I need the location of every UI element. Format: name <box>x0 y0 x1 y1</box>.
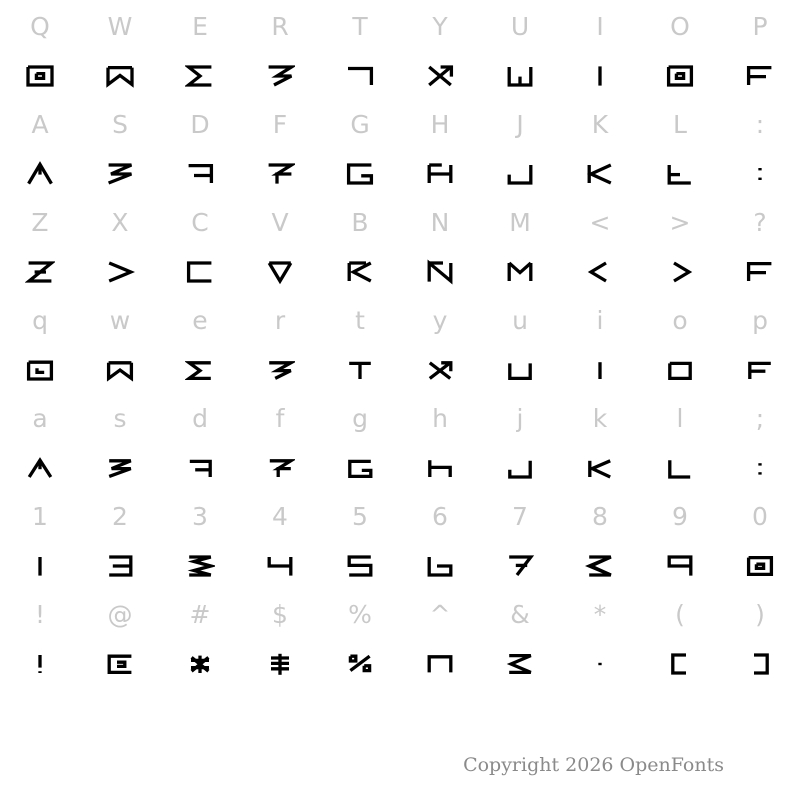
key-label: % <box>348 600 372 629</box>
glyph-5 <box>320 541 400 590</box>
glyph-g <box>320 443 400 492</box>
glyph-q <box>0 345 80 394</box>
key-label: 8 <box>592 502 608 531</box>
key-label: D <box>190 110 210 139</box>
glyph-P <box>720 51 800 100</box>
glyph-w <box>80 345 160 394</box>
key-label: 1 <box>32 502 48 531</box>
key-label: 9 <box>672 502 688 531</box>
key-label: ( <box>675 600 685 629</box>
key-label: ! <box>34 600 46 629</box>
glyph-j <box>480 443 560 492</box>
glyph-R <box>240 51 320 100</box>
key-label: 0 <box>752 502 768 531</box>
key-label: j <box>516 404 524 433</box>
glyph-p <box>720 345 800 394</box>
glyph-h <box>400 443 480 492</box>
key-label: # <box>189 600 211 629</box>
key-label: J <box>516 110 524 139</box>
glyph-d <box>160 443 240 492</box>
glyph-2 <box>80 541 160 590</box>
key-label: X <box>111 208 129 237</box>
key-label: : <box>755 110 765 139</box>
key-label: q <box>32 306 48 335</box>
glyph-u <box>480 345 560 394</box>
glyph-parenright <box>720 639 800 688</box>
glyph-X <box>80 247 160 296</box>
glyph-M <box>480 247 560 296</box>
key-label: H <box>430 110 450 139</box>
glyph-asterisk <box>560 639 640 688</box>
key-label: V <box>271 208 289 237</box>
key-label: T <box>352 12 368 41</box>
key-label: 5 <box>352 502 368 531</box>
key-label: G <box>350 110 370 139</box>
glyph-Q <box>0 51 80 100</box>
glyph-less <box>560 247 640 296</box>
glyph-e <box>160 345 240 394</box>
glyph-percent <box>320 639 400 688</box>
key-label: K <box>591 110 609 139</box>
glyph-greater <box>640 247 720 296</box>
key-label: I <box>596 12 604 41</box>
glyph-L <box>640 149 720 198</box>
key-label: 3 <box>192 502 208 531</box>
glyph-F <box>240 149 320 198</box>
key-label: Q <box>30 12 50 41</box>
glyph-U <box>480 51 560 100</box>
key-label: Y <box>432 12 448 41</box>
key-label: ^ <box>429 600 451 629</box>
glyph-B <box>320 247 400 296</box>
key-label: d <box>192 404 208 433</box>
key-label: A <box>31 110 49 139</box>
glyph-question <box>720 247 800 296</box>
key-label: 6 <box>432 502 448 531</box>
key-label: M <box>509 208 531 237</box>
key-label: U <box>510 12 530 41</box>
key-label: s <box>113 404 127 433</box>
key-label: R <box>271 12 289 41</box>
key-label: w <box>109 306 131 335</box>
key-label: W <box>107 12 133 41</box>
glyph-6 <box>400 541 480 590</box>
key-label: F <box>272 110 288 139</box>
glyph-Y <box>400 51 480 100</box>
key-label: l <box>676 404 684 433</box>
glyph-caret <box>400 639 480 688</box>
key-label: 4 <box>272 502 288 531</box>
glyph-V <box>240 247 320 296</box>
key-label: ) <box>755 600 765 629</box>
key-label: 7 <box>512 502 528 531</box>
key-label: * <box>593 600 607 629</box>
key-label: C <box>191 208 209 237</box>
key-label: g <box>352 404 368 433</box>
copyright-notice: Copyright 2026 OpenFonts <box>463 754 724 776</box>
glyph-7 <box>480 541 560 590</box>
key-label: < <box>589 208 611 237</box>
glyph-S <box>80 149 160 198</box>
glyph-hash <box>160 639 240 688</box>
key-label: f <box>275 404 285 433</box>
glyph-8 <box>560 541 640 590</box>
glyph-1 <box>0 541 80 590</box>
glyph-T <box>320 51 400 100</box>
glyph-9 <box>640 541 720 590</box>
key-label: @ <box>107 600 133 629</box>
glyph-f <box>240 443 320 492</box>
key-label: 2 <box>112 502 128 531</box>
glyph-y <box>400 345 480 394</box>
key-label: p <box>752 306 768 335</box>
glyph-Z <box>0 247 80 296</box>
glyph-3 <box>160 541 240 590</box>
key-label: ? <box>753 208 767 237</box>
glyph-K <box>560 149 640 198</box>
key-label: u <box>512 306 528 335</box>
key-label: O <box>670 12 690 41</box>
glyph-N <box>400 247 480 296</box>
glyph-E <box>160 51 240 100</box>
key-label: L <box>673 110 687 139</box>
key-label: N <box>430 208 450 237</box>
glyph-r <box>240 345 320 394</box>
glyph-D <box>160 149 240 198</box>
glyph-t <box>320 345 400 394</box>
glyph-H <box>400 149 480 198</box>
glyph-i <box>560 345 640 394</box>
glyph-k <box>560 443 640 492</box>
key-label: $ <box>272 600 288 629</box>
key-label: h <box>432 404 448 433</box>
key-label: B <box>351 208 369 237</box>
glyph-dollar <box>240 639 320 688</box>
glyph-at <box>80 639 160 688</box>
glyph-C <box>160 247 240 296</box>
key-label: t <box>355 306 365 335</box>
key-label: > <box>669 208 691 237</box>
glyph-4 <box>240 541 320 590</box>
key-label: E <box>192 12 208 41</box>
key-label: & <box>510 600 530 629</box>
glyph-semicolon <box>720 443 800 492</box>
glyph-exclam <box>0 639 80 688</box>
glyph-a <box>0 443 80 492</box>
key-label: i <box>596 306 604 335</box>
key-label: P <box>752 12 768 41</box>
glyph-0 <box>720 541 800 590</box>
key-label: a <box>32 404 48 433</box>
glyph-colon <box>720 149 800 198</box>
key-label: S <box>112 110 128 139</box>
key-label: e <box>192 306 208 335</box>
glyph-s <box>80 443 160 492</box>
glyph-ampersand <box>480 639 560 688</box>
glyph-J <box>480 149 560 198</box>
key-label: k <box>592 404 608 433</box>
glyph-I <box>560 51 640 100</box>
glyph-G <box>320 149 400 198</box>
glyph-W <box>80 51 160 100</box>
key-label: y <box>432 306 448 335</box>
glyph-l <box>640 443 720 492</box>
glyph-parenleft <box>640 639 720 688</box>
glyph-A <box>0 149 80 198</box>
key-label: o <box>672 306 688 335</box>
glyph-o <box>640 345 720 394</box>
key-label: ; <box>755 404 765 433</box>
key-label: r <box>274 306 286 335</box>
key-label: Z <box>31 208 49 237</box>
glyph-O <box>640 51 720 100</box>
